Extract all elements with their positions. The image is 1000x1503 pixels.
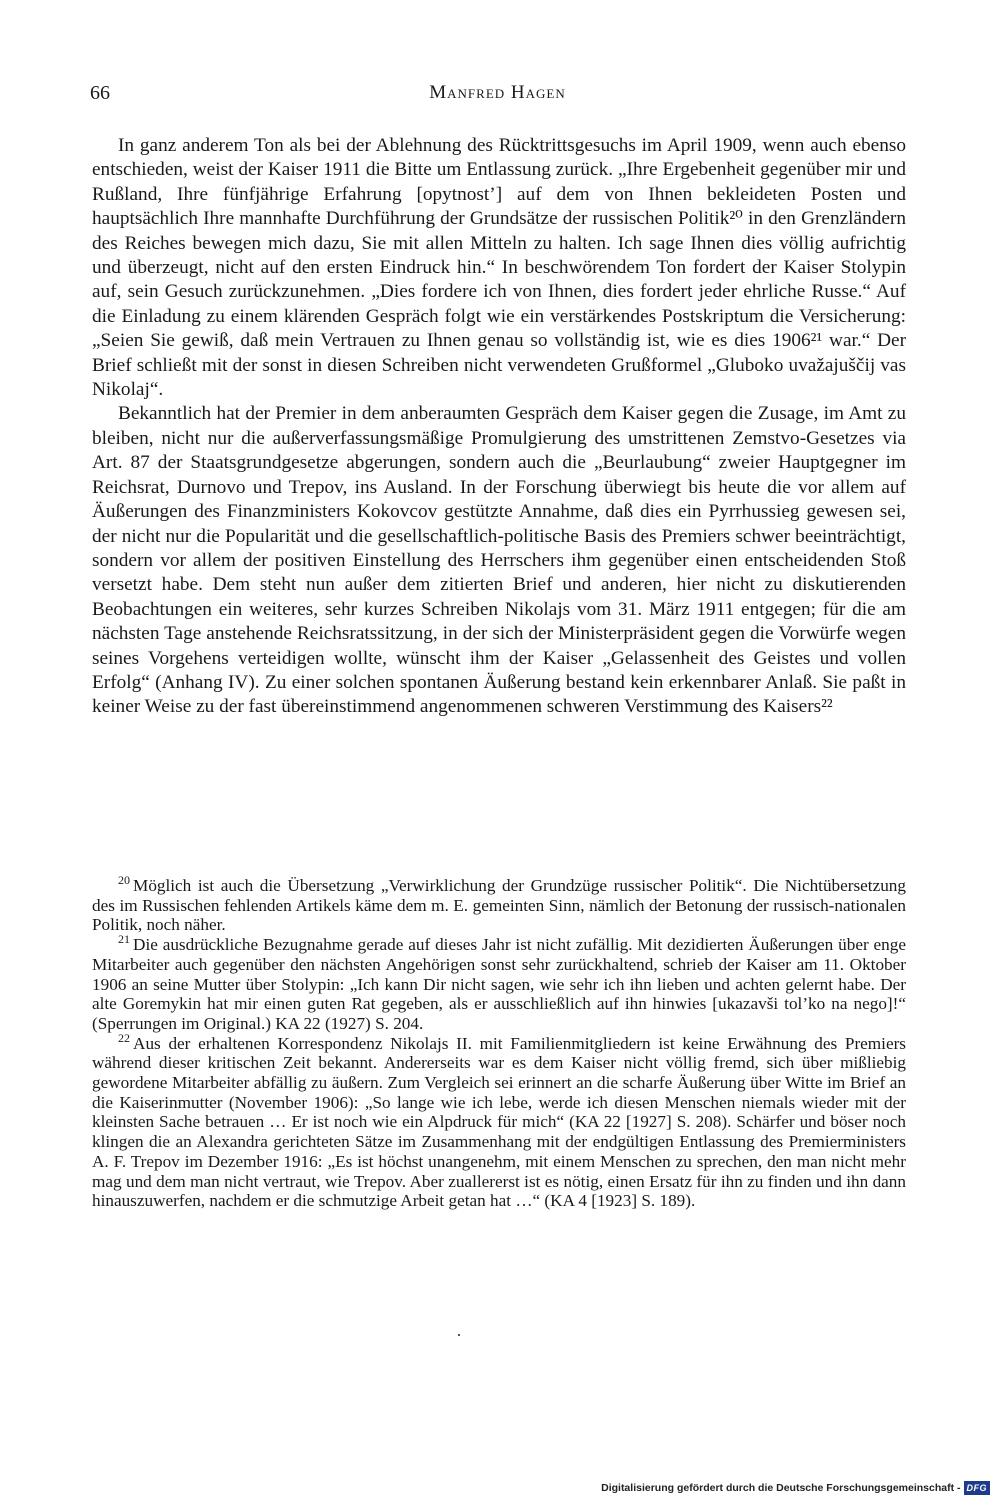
footnote bbox=[92, 873, 906, 935]
main-text bbox=[92, 134, 906, 720]
scan-speck bbox=[458, 1334, 460, 1336]
footnotes bbox=[92, 873, 906, 1211]
digitization-notice bbox=[601, 1479, 990, 1497]
page-number: 66 bbox=[90, 82, 110, 104]
footnote-number: 21 bbox=[118, 932, 131, 947]
footnote-text: Möglich ist auch die Übersetzung „Verwirklichung der Grundzüge russischer Politik“. Die Nichtübersetzung des im Russischen fehlenden Artikels käme dem m. E. gemeinten Sinn, nämlich der Betonung der russisch-nationalen Politik, noch näher. bbox=[92, 876, 906, 935]
footnote bbox=[92, 1030, 906, 1211]
footnote-text: Die ausdrückliche Bezugnahme gerade auf dieses Jahr ist nicht zufällig. Mit dezidierten Äußerungen über enge Mitarbeiter auch gegenüber den nächsten Angehörigen sonst sehr zurückhaltend, schrieb der Kaiser am 11. Oktober 1906 an seine Mutter über Stolypin: „Ich kann Dir nicht sagen, wie sehr ich ihn lieben und achten gelernt habe. Der alte Goremykin hat mir einen guten Rat gegeben, als er ausschließlich auf ihn hinwies [ukazavši tol’ko na nego]!“ (Sperrungen im Original.) KA 22 (1927) S. 204. bbox=[92, 935, 906, 1033]
dfg-logo: DFG bbox=[964, 1481, 991, 1495]
footnote bbox=[92, 932, 906, 1034]
page-header bbox=[90, 82, 905, 112]
footnote-number: 22 bbox=[118, 1030, 131, 1045]
body-paragraph: Bekanntlich hat der Premier in dem anberaumten Gespräch dem Kaiser gegen die Zusage, im Amt zu bleiben, nicht nur die außerverfassungsmäßige Promulgierung des umstrittenen Zemstvo-Gesetzes via Art. 87 der Staatsgrundgesetze abgerungen, sondern auch die „Beurlaubung“ zweier Hauptgegner im Reichsrat, Durnovo und Trepov, ins Ausland. In der Forschung überwiegt bis heute die vor allem auf Äußerungen des Finanzministers Kokovcov gestützte Annahme, daß dies ein Pyrrhussieg gewesen sei, der nicht nur die Popularität und die gesellschaftlich-politische Basis des Premiers schwer beeinträchtigt, sondern vor allem der positiven Einstellung des Herrschers ihm gegenüber einen entscheidenden Stoß versetzt habe. Dem steht nun außer dem zitierten Brief und anderen, hier nicht zu diskutierenden Beobachtungen ein weiteres, sehr kurzes Schreiben Nikolajs vom 31. März 1911 entgegen; für die am nächsten Tage anstehende Reichsratssitzung, in der sich der Ministerpräsident gegen die Vorwürfe wegen seines Vorgehens verteidigen wollte, wünscht ihm der Kaiser „Gelassenheit des Geistes und vollen Erfolg“ (Anhang IV). Zu einer solchen spontanen Äußerung bestand kein erkennbarer Anlaß. Sie paßt in keiner Weise zu der fast übereinstimmend angenommenen schweren Verstimmung des Kaisers²² bbox=[92, 403, 906, 718]
running-head: Manfred Hagen bbox=[429, 82, 566, 103]
footnote-number: 20 bbox=[118, 873, 131, 888]
body-paragraph: In ganz anderem Ton als bei der Ablehnung des Rücktrittsgesuchs im April 1909, wenn auch ebenso entschieden, weist der Kaiser 1911 die Bitte um Entlassung zurück. „Ihre Ergebenheit gegenüber mir und Rußland, Ihre fünfjährige Erfahrung [opytnost’] auf dem von Ihnen bekleideten Posten und hauptsächlich Ihre mannhafte Durchführung der Grundsätze der russischen Politik²⁰ in den Grenzländern des Reiches bewegen mich dazu, Sie mit allen Mitteln zu halten. Ich sage Ihnen dies völlig aufrichtig und überzeugt, nicht auf den ersten Eindruck hin.“ In beschwörendem Ton fordert der Kaiser Stolypin auf, sein Gesuch zurückzunehmen. „Dies fordere ich von Ihnen, dies fordert jeder ehrliche Russe.“ Auf die Einladung zu einem klärenden Gespräch folgt wie ein verstärkendes Postskriptum die Versicherung: „Seien Sie gewiß, daß mein Vertrauen zu Ihnen genau so vollständig ist, wie es dies 1906²¹ war.“ Der Brief schließt mit der sonst in diesen Schreiben nicht verwendeten Grußformel „Gluboko uvažajuščij vas Nikolaj“. bbox=[92, 135, 906, 401]
digitization-text: Digitalisierung gefördert durch die Deutsche Forschungsgemeinschaft - bbox=[601, 1482, 961, 1494]
footnote-text: Aus der erhaltenen Korrespondenz Nikolajs II. mit Familienmitgliedern ist keine Erwähnung des Premiers während dieser kritischen Zeit bekannt. Andererseits war es dem Kaiser nicht völlig fremd, sich über mißliebig gewordene Mitarbeiter abfällig zu äußern. Zum Vergleich sei erinnert an die scharfe Äußerung über Witte im Brief an die Kaiserinmutter (November 1906): „So lange wie ich lebe, werde ich diesen Menschen niemals wieder mit der kleinsten Sache betrauen … Er ist noch wie ein Alpdruck für mich“ (KA 22 [1927] S. 208). Schärfer und böser noch klingen die an Alexandra gerichteten Sätze im Zusammenhang mit der endgültigen Entlassung des Premierministers A. F. Trepov im Dezember 1916: „Es ist höchst unangenehm, mit einem Menschen zu sprechen, den man nicht mehr mag und dem man nicht vertraut, wie Trepov. Aber zuallererst ist es nötig, einen Ersatz für ihn zu finden und ihn dann hinauszuwerfen, nachdem er die schmutzige Arbeit getan hat …“ (KA 4 [1923] S. 189). bbox=[92, 1033, 906, 1211]
